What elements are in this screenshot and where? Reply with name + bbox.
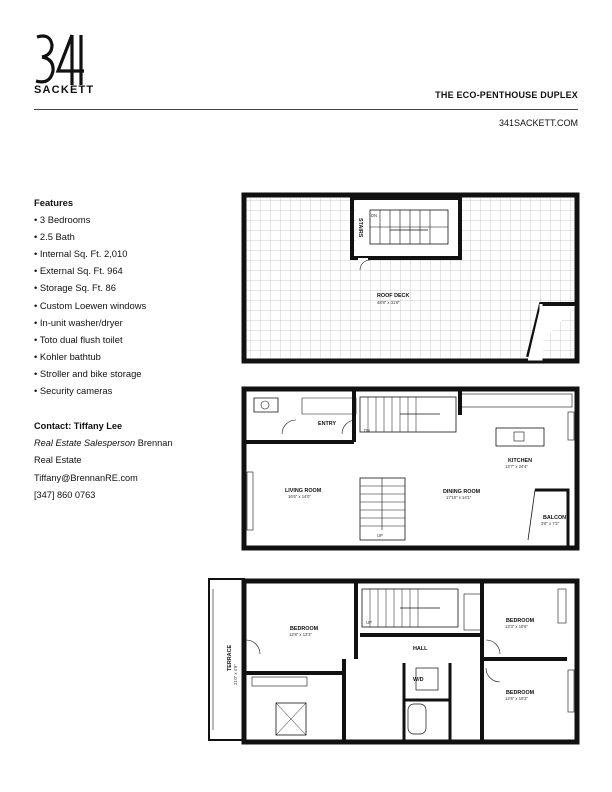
entry-label: ENTRY (318, 421, 337, 427)
dining-room-dims: 17'10" x 14'1" (446, 495, 472, 500)
contact-email[interactable]: Tiffany@BrennanRE.com (34, 472, 138, 483)
dining-room-label: DINING ROOM (443, 489, 481, 495)
contact-role: Real Estate Salesperson (34, 438, 136, 449)
feature-item: • Stroller and bike storage (34, 367, 142, 379)
contact-phone[interactable]: [347] 860 0763 (34, 489, 96, 500)
floor-plans (200, 185, 590, 755)
feature-item: • Internal Sq. Ft. 2,010 (34, 248, 128, 260)
features-heading: Features (34, 197, 74, 208)
feature-item: • Storage Sq. Ft. 86 (34, 282, 116, 294)
roof-deck-dims: 48'8" x 31'8" (377, 300, 400, 305)
feature-item: • In-unit washer/dryer (34, 316, 123, 328)
terrace-label: TERRACE (227, 644, 233, 671)
feature-item: • 2.5 Bath (34, 231, 75, 243)
bedroom-3-label: BEDROOM (506, 690, 535, 696)
kitchen-label: KITCHEN (508, 458, 532, 464)
washer-dryer-label: W/D (413, 677, 424, 683)
balcony-dims: 3'6" x 7'2" (541, 521, 560, 526)
contact-heading: Contact: Tiffany Lee (34, 421, 123, 431)
lower-floor-plan (209, 579, 577, 742)
terrace-dims: 21'0" x 4'9" (233, 664, 238, 685)
living-room-dims: 16'6" x 14'0" (288, 494, 311, 499)
bedroom-1-dims: 12'8" x 13'3" (289, 632, 312, 637)
hall-label: HALL (413, 646, 428, 652)
roof-deck-plan (244, 195, 577, 361)
feature-item: • External Sq. Ft. 964 (34, 265, 123, 277)
contact-role-line (34, 435, 172, 452)
features-list (34, 211, 146, 399)
roof-dn-label: DN (371, 213, 378, 218)
roof-deck-label: ROOF DECK (377, 293, 410, 299)
contact-company: Brennan (137, 438, 173, 449)
feature-item: • Toto dual flush toilet (34, 333, 123, 345)
main-dn-label: DN (364, 428, 371, 433)
bedroom-2-dims: 13'3" x 10'6" (505, 624, 528, 629)
header-divider (34, 109, 578, 110)
website-link[interactable]: 341SACKETT.COM (498, 118, 578, 128)
feature-item: • Custom Loewen windows (34, 299, 147, 311)
contact-section (34, 418, 172, 504)
features-section (34, 194, 146, 399)
stairs-label: STAIRS (357, 218, 363, 238)
balcony-label: BALCONY (543, 515, 570, 521)
living-room-label: LIVING ROOM (285, 488, 322, 494)
kitchen-dims: 13'7" x 24'4" (505, 464, 528, 469)
feature-item: • 3 Bedrooms (34, 214, 91, 226)
main-up-label: UP (377, 533, 383, 538)
main-floor-plan (244, 389, 577, 548)
contact-company-line: Real Estate (34, 455, 82, 466)
feature-item: • Security cameras (34, 385, 113, 397)
document-title: THE ECO-PENTHOUSE DUPLEX (435, 90, 578, 100)
brand-name: SACKETT (34, 84, 95, 96)
lower-up-label: UP (366, 620, 372, 625)
bedroom-3-dims: 12'6" x 10'3" (505, 696, 528, 701)
bedroom-1-label: BEDROOM (290, 626, 319, 632)
feature-item: • Kohler bathtub (34, 350, 101, 362)
bedroom-2-label: BEDROOM (506, 618, 535, 624)
